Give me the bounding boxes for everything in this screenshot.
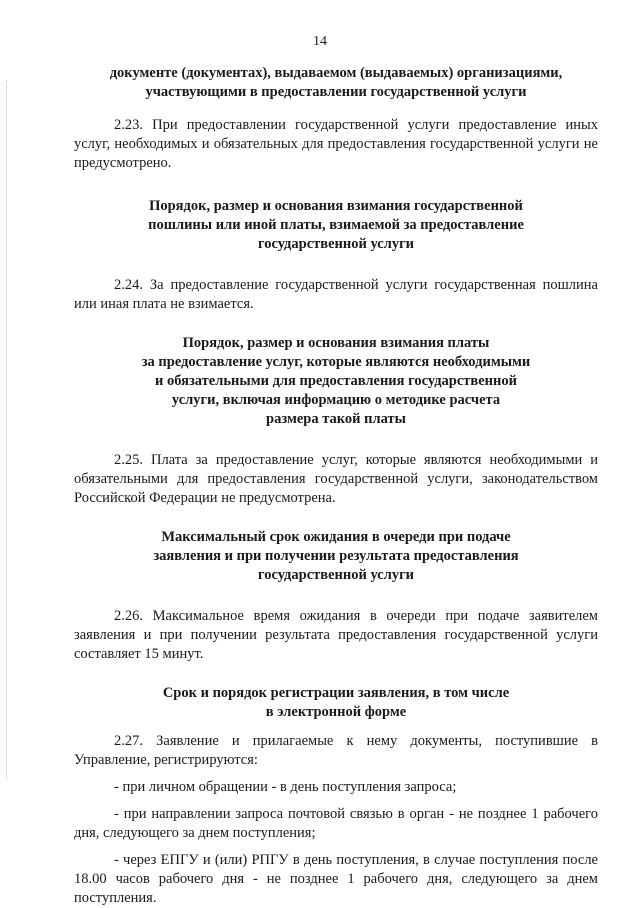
list-item: - через ЕПГУ и (или) РПГУ в день поступления, в случае поступления после 18.00 часов рабочего дня - не позднее 1 рабочего дня, следующего за днем поступления. (74, 852, 598, 906)
paragraph-2-25: 2.25. Плата за предоставление услуг, которые являются необходимыми и обязательными для предоставления государственной услуги, законодательством Российской Федерации не предусмотрена. (74, 452, 598, 506)
heading-registration (74, 684, 598, 722)
heading-line: Срок и порядок регистрации заявления, в том числе (162, 685, 510, 701)
list-item: - при личном обращении - в день поступления запроса; (114, 779, 457, 795)
page-number: 14 (313, 34, 327, 49)
paragraph-2-26: 2.26. Максимальное время ожидания в очереди при подаче заявителем заявления и при получении результата предоставления государственной услуги составляет 15 минут. (74, 608, 598, 662)
heading-line: услуги, включая информацию о методике расчета (171, 392, 501, 408)
paragraph-2-27: 2.27. Заявление и прилагаемые к нему документы, поступившие в Управление, регистрируются: (74, 733, 598, 768)
heading-line: государственной услуги (257, 236, 415, 252)
heading-line: государственной услуги (257, 567, 415, 583)
paragraph-2-24: 2.24. За предоставление государственной услуги государственная пошлина или иная плата не взимается. (74, 277, 598, 312)
paragraph-2-23: 2.23. При предоставлении государственной услуги предоставление иных услуг, необходимых и обязательных для предоставления государственной услуги не предусмотрено. (74, 117, 598, 171)
scan-margin-mark (6, 80, 7, 780)
heading-queue-time (74, 528, 598, 585)
heading-line: в электронной форме (265, 704, 407, 720)
heading-issued-documents (74, 64, 598, 102)
heading-line: размера такой платы (266, 411, 406, 427)
heading-line: документе (документах), выдаваемом (выдаваемых) организациями, (109, 65, 563, 81)
heading-line: заявления и при получении результата предоставления (153, 548, 519, 564)
heading-line: Порядок, размер и основания взимания государственной (149, 198, 523, 214)
heading-line: пошлины или иной платы, взимаемой за предоставление (148, 217, 524, 233)
heading-state-duty (74, 197, 598, 254)
heading-line: участвующими в предоставлении государственной услуги (145, 84, 527, 100)
list-item: - при направлении запроса почтовой связью в орган - не позднее 1 рабочего дня, следующего за днем поступления; (74, 806, 598, 841)
heading-line: Порядок, размер и основания взимания платы (182, 335, 490, 351)
document-body (74, 64, 598, 908)
heading-fee-procedure (74, 334, 598, 429)
heading-line: за предоставление услуг, которые являются необходимыми (141, 354, 531, 370)
heading-line: и обязательными для предоставления государственной (155, 373, 517, 389)
heading-line: Максимальный срок ожидания в очереди при подаче (161, 529, 511, 545)
